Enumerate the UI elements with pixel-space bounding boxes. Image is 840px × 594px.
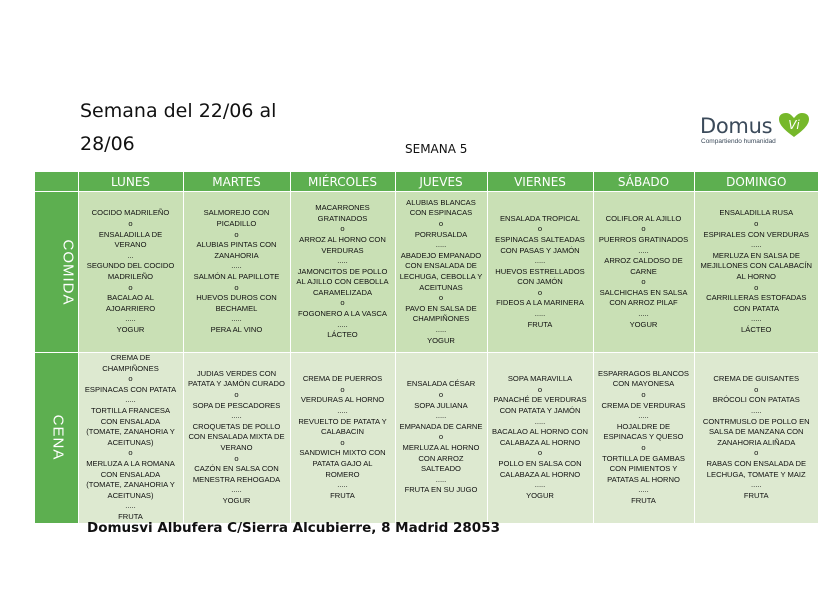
heart-vi-icon (778, 112, 810, 138)
dish-item: FRUTA (631, 496, 656, 506)
meal-label-text: COMIDA (59, 239, 77, 305)
menu-cell-cena-martes (183, 353, 290, 523)
meal-label-text: CENA (49, 414, 67, 461)
dish-item: ALUBIAS BLANCAS CON ESPINACAS (406, 197, 476, 218)
dish-item: CREMA DE VERDURAS (601, 400, 686, 410)
separator-dots: ..... (337, 480, 348, 490)
dish-item: JAMONCITOS DE POLLO AL AJILLO CON CEBOLLA CARAMELIZADA (296, 266, 389, 297)
separator-o: o (340, 224, 345, 234)
separator-dots: ..... (435, 411, 447, 421)
menu-cell-cena-lunes (78, 353, 183, 523)
dish-item: FRUTA (743, 490, 769, 500)
menu-cell-cena-domingo (694, 353, 818, 523)
separator-dots: ..... (435, 240, 447, 250)
separator-dots: ..... (125, 501, 136, 511)
separator-o: o (340, 298, 345, 308)
dish-item: YOGUR (116, 324, 145, 334)
dish-item: FRUTA EN SU JUGO (404, 485, 478, 495)
day-header-sábado: SÁBADO (593, 172, 694, 192)
weekly-menu-table (35, 172, 818, 523)
separator-o: o (234, 390, 239, 400)
week-title-line-1: Semana del 22/06 al (80, 100, 277, 122)
dish-item: ENSALADA TROPICAL (499, 213, 581, 223)
day-header-viernes: VIERNES (487, 172, 593, 192)
separator-o: o (128, 448, 133, 458)
separator-o: o (537, 224, 543, 234)
separator-o: o (438, 390, 444, 400)
logo-wordmark: Domus (700, 114, 773, 138)
dish-item: SALCHICHAS EN SALSA CON ARROZ PILAF (599, 287, 688, 308)
dish-item: YOGUR (629, 319, 658, 329)
separator-dots: ..... (435, 474, 447, 484)
menu-cell-comida-martes (183, 192, 290, 353)
dish-item: REVUELTO DE PATATA Y CALABACIN (298, 416, 387, 437)
meal-label-cena (35, 353, 78, 523)
separator-dots: ..... (231, 261, 242, 271)
dish-item: BRÓCOLI CON PATATAS (712, 395, 800, 405)
dish-item: SOPA JULIANA (414, 400, 468, 410)
separator-o: o (128, 219, 133, 229)
dish-item: MERLUZA EN SALSA DE MEJILLONES CON CALABACÍN AL HORNO (700, 250, 812, 281)
separator-dots: ..... (534, 416, 546, 426)
meal-row-comida (35, 192, 818, 353)
separator-dots: ..... (435, 324, 447, 334)
separator-o: o (537, 287, 543, 297)
meal-label-comida (35, 192, 78, 353)
separator-o: o (340, 384, 345, 394)
dish-item: ENSALADA CÉSAR (406, 379, 476, 389)
dish-item: VERDURAS AL HORNO (300, 395, 385, 405)
dish-item: HUEVOS DUROS CON BECHAMEL (196, 293, 277, 313)
logo-tagline: Compartiendo humanidad (701, 138, 776, 145)
menu-cell-cena-sábado (593, 353, 694, 523)
separator-dots: ..... (750, 480, 762, 490)
separator-dots: ..... (337, 319, 348, 329)
separator-dots: ..... (534, 309, 546, 319)
dish-item: ESPINACAS CON PATATA (84, 384, 177, 394)
dish-item: ENSALADILLA RUSA (719, 208, 794, 218)
separator-dots: ... (127, 250, 134, 260)
dish-item: ESPARRAGOS BLANCOS CON MAYONESA (597, 368, 689, 389)
dish-item: SEGUNDO DEL COCIDO MADRILEÑO (86, 261, 175, 281)
dish-item: SALMOREJO CON PICADILLO (203, 208, 270, 229)
dish-item: BACALAO AL HORNO CON CALABAZA AL HORNO (492, 427, 588, 447)
dish-item: JUDIAS VERDES CON PATATA Y JAMÓN CURADO (188, 368, 285, 389)
menu-cell-cena-miércoles (290, 353, 395, 523)
dish-item: SOPA MARAVILLA (507, 374, 573, 384)
dish-item: ENSALADILLA DE VERANO (98, 229, 163, 250)
separator-dots: ..... (231, 314, 242, 324)
dish-item: CREMA DE GUISANTES (713, 374, 800, 384)
separator-o: o (438, 219, 444, 229)
dish-item: COLIFLOR AL AJILLO (605, 213, 682, 223)
menu-cell-comida-domingo (694, 192, 818, 353)
logo-vi-text: Vi (788, 118, 800, 132)
separator-o: o (128, 374, 133, 384)
dish-item: FRUTA (527, 319, 553, 329)
day-header-row (35, 172, 818, 192)
dish-item: POLLO EN SALSA CON CALABAZA AL HORNO (498, 458, 582, 479)
dish-item: ESPINACAS SALTEADAS CON PASAS Y JAMÓN (495, 234, 585, 255)
dish-item: MERLUZA A LA ROMANA CON ENSALADA (TOMATE, ZANAHORIA Y ACEITUNAS) (86, 458, 175, 500)
separator-dots: ..... (638, 411, 649, 421)
separator-o: o (537, 448, 543, 458)
dish-item: SALMÓN AL PAPILLOTE (193, 272, 280, 281)
separator-dots: ..... (750, 405, 762, 415)
separator-o: o (754, 282, 759, 292)
separator-dots: ..... (638, 485, 649, 495)
dish-item: ESPIRALES CON VERDURAS (703, 229, 809, 239)
meal-row-cena (35, 353, 818, 523)
dish-item: TORTILLA FRANCESA CON ENSALADA (TOMATE, ZANAHORIA Y ACEITUNAS) (86, 405, 175, 447)
separator-dots: ..... (125, 395, 136, 405)
separator-o: o (641, 443, 646, 453)
dish-item: YOGUR (526, 490, 554, 500)
dish-item: CARRILLERAS ESTOFADAS CON PATATA (706, 293, 807, 313)
separator-o: o (641, 390, 646, 400)
dish-item: MACARRONES GRATINADOS (315, 203, 370, 223)
menu-cell-comida-lunes (78, 192, 183, 353)
dish-item: PORRUSALDA (414, 229, 468, 239)
separator-dots: ..... (337, 405, 348, 415)
dish-item: FRUTA (118, 511, 143, 521)
menu-cell-cena-viernes (487, 353, 593, 523)
dish-item: FIDEOS A LA MARINERA (496, 298, 584, 308)
separator-o: o (641, 224, 646, 234)
dish-item: LÁCTEO (741, 324, 772, 334)
day-header-miércoles: MIÉRCOLES (290, 172, 395, 192)
dish-item: FOGONERO A LA VASCA (298, 309, 387, 319)
separator-dots: ..... (337, 256, 348, 266)
dish-item: CREMA DE CHAMPIÑONES (102, 353, 159, 373)
dish-item: ARROZ CALDOSO DE CARNE (604, 256, 683, 276)
semana-label: SEMANA 5 (405, 142, 468, 156)
separator-dots: ..... (534, 256, 546, 266)
week-title-line-2: 28/06 (80, 133, 135, 155)
dish-item: SANDWICH MIXTO CON PATATA GAJO AL ROMERO (299, 448, 386, 479)
day-header-lunes: LUNES (78, 172, 183, 192)
dish-item: CROQUETAS DE POLLO CON ENSALADA MIXTA DE VERANO (188, 421, 285, 453)
dish-item: YOGUR (222, 496, 251, 506)
separator-o: o (754, 219, 759, 229)
dish-item: EMPANADA DE CARNE (399, 421, 483, 431)
dish-item: PERA AL VINO (210, 324, 263, 334)
domusvi-logo (700, 110, 815, 150)
dish-item: ALUBIAS PINTAS CON ZANAHORIA (196, 240, 277, 260)
separator-o: o (340, 437, 345, 447)
dish-item: CONTRMUSLO DE POLLO EN SALSA DE MANZANA CON ZANAHORIA ALIÑADA (702, 416, 810, 447)
separator-o: o (234, 282, 239, 292)
separator-o: o (438, 293, 444, 303)
day-header-domingo: DOMINGO (694, 172, 818, 192)
dish-item: TORTILLA DE GAMBAS CON PIMIENTOS Y PATATAS AL HORNO (602, 453, 685, 484)
separator-o: o (438, 432, 444, 442)
separator-o: o (234, 453, 239, 463)
dish-item: PANACHÉ DE VERDURAS CON PATATA Y JAMÓN (493, 395, 587, 415)
separator-dots: ..... (750, 240, 762, 250)
separator-dots: ..... (638, 245, 649, 255)
menu-cell-comida-jueves (395, 192, 487, 353)
separator-dots: ..... (638, 309, 649, 319)
dish-item: FRUTA (330, 490, 355, 500)
separator-dots: ..... (231, 411, 242, 421)
menu-cell-comida-sábado (593, 192, 694, 353)
separator-o: o (537, 384, 543, 394)
footer-address: Domusvi Albufera C/Sierra Alcubierre, 8 Madrid 28053 (87, 520, 500, 536)
separator-o: o (234, 229, 239, 239)
dish-item: ABADEJO EMPANADO CON ENSALADA DE LECHUGA, CEBOLLA Y ACEITUNAS (399, 250, 483, 292)
dish-item: PAVO EN SALSA DE CHAMPIÑONES (405, 303, 477, 324)
separator-dots: ..... (750, 314, 762, 324)
separator-o: o (641, 277, 646, 287)
dish-item: COCIDO MADRILEÑO (91, 208, 170, 218)
dish-item: ARROZ AL HORNO CON VERDURAS (299, 234, 386, 255)
menu-cell-cena-jueves (395, 353, 487, 523)
day-header-martes: MARTES (183, 172, 290, 192)
separator-dots: ..... (534, 480, 546, 490)
dish-item: LÁCTEO (327, 330, 358, 340)
separator-dots: ..... (231, 485, 242, 495)
dish-item: HUEVOS ESTRELLADOS CON JAMÓN (495, 266, 585, 287)
separator-o: o (128, 282, 133, 292)
separator-dots: ..... (125, 314, 136, 324)
separator-o: o (754, 384, 759, 394)
dish-item: PUERROS GRATINADOS (598, 234, 689, 244)
dish-item: CAZÓN EN SALSA CON MENESTRA REHOGADA (192, 464, 281, 484)
dish-item: SOPA DE PESCADORES (192, 400, 281, 410)
dish-item: BACALAO AL AJOARRIERO (105, 293, 156, 313)
day-header-jueves: JUEVES (395, 172, 487, 192)
menu-cell-comida-miércoles (290, 192, 395, 353)
dish-item: MERLUZA AL HORNO CON ARROZ SALTEADO (402, 443, 480, 474)
corner-cell (35, 172, 78, 192)
dish-item: CREMA DE PUERROS (302, 374, 383, 384)
dish-item: YOGUR (427, 335, 455, 345)
separator-o: o (754, 448, 759, 458)
dish-item: HOJALDRE DE ESPINACAS Y QUESO (603, 421, 684, 442)
menu-cell-comida-viernes (487, 192, 593, 353)
dish-item: RABAS CON ENSALADA DE LECHUGA, TOMATE Y MAIZ (706, 458, 807, 479)
